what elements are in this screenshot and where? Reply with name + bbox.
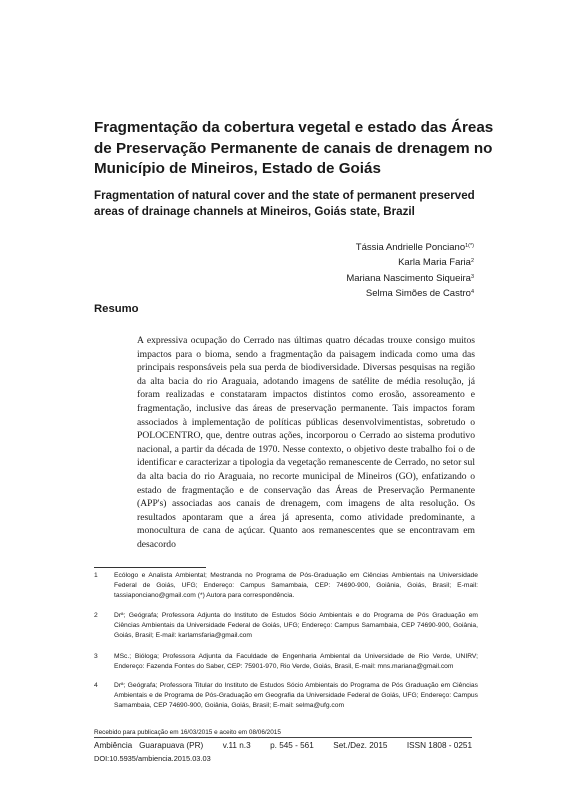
footnote-text: Drª; Geógrafa; Professora Adjunta do Instituto de Estudos Sócio Ambientais e do Programa de Pós Graduação em Ciências Ambientais da Universidade Federal de Goiás, UFG; Endereço: Campus Samambaia, CEP 74690-900, Goiânia, Goiás, Brasil; E-mail: karlamsfaria@gmail.com [114,612,478,639]
footnote-number: 2 [94,612,98,619]
received-date: Recebido para publicação em 16/03/2015 e aceito em 08/06/2015 [94,729,281,736]
journal-date: Set./Dez. 2015 [333,741,388,750]
footnote-divider [94,567,206,568]
footnote-number: 1 [94,572,98,579]
article-title-english: Fragmentation of natural cover and the state of permanent preserved areas of drainage channels at Mineiros, Goiás state, Brazil [94,189,475,218]
author-list [346,240,474,302]
author-2: Karla Maria Faria$^2$ [398,257,474,269]
journal-line [94,741,472,750]
resumo-heading: Resumo [94,303,139,315]
footnote-text: Drª; Geógrafa; Professora Titular do Instituto de Estudos Sócio Ambientais do Programa de Pós Graduação em Ciências Ambientais e de Programa de Pós-Graduação em Geografia da Universidade Federal de Goiás, UFG; Endereço: Campus Samambaia, CEP 74690-900, Goiânia, Goiás, Brasil; E-mail: selma@ufg.com [114,682,478,709]
journal-volume: v.11 n.3 [222,741,251,750]
author-4: Selma Simões de Castro$^4$ [365,288,474,300]
footnote-3 [94,652,478,672]
abstract-text: A expressiva ocupação do Cerrado nas últimas quatro décadas trouxe consigo muitos impactos para o bioma, sendo a fragmentação da paisagem indicada como uma das principais responsáveis pela sua perda de biodiversidade. Diversas pesquisas na região da alta bacia do rio Araguaia, adotando imagens de satélite de média resolução, já foram realizadas e constataram impactos distintos como erosão, assoreamento e fragmentação, inclusive das áreas de preservação permanente. Tais impactos foram associados à implementação de políticas públicas desenvolvimentistas, sobretudo o POLOCENTRO, que, dentre outras ações, incorporou o Cerrado ao sistema produtivo nacional, a partir da década de 1970. Nesse contexto, o objetivo deste trabalho foi o de identificar e caracterizar a tipologia da vegetação remanescente de Cerrado, no setor sul da alta bacia do rio Araguaia, no recorte municipal de Mineiros (GO), enfatizando o estado de fragmentação e de conservação das Áreas de Preservação Permanente (APP's) associadas aos canais de drenagem, com imagens de alta resolução. Os resultados apontaram que a área já apresenta, como atividade predominante, a monocultura de cana de açúcar. Quanto aos remanescentes que se encontravam em desacordo [137,335,475,550]
footnote-number: 3 [94,653,98,660]
footnote-text: MSc.; Bióloga; Professora Adjunta da Faculdade de Engenharia Ambiental da Universidade de Rio Verde, UNIRV; Endereço: Fazenda Fontes do Saber, CEP: 75901-970, Rio Verde, Goiás, Brasil, E-mail: mns.mariana@gmail.com [114,653,478,670]
author-3: Mariana Nascimento Siqueira$^3$ [346,272,474,284]
footnote-4 [94,681,478,710]
article-title-portuguese: Fragmentação da cobertura vegetal e estado das Áreas de Preservação Permanente de canais de drenagem no Município de Mineiros, Estado de Goiás [94,119,494,177]
author-1: Tássia Andrielle Ponciano$^{1(*)}$ [355,242,474,253]
footnote-text: Ecólogo e Analista Ambiental; Mestranda no Programa de Pós-Graduação em Ciências Ambientais na Universidade Federal de Goiás, UFG; Endereço: Campus Samambaia, CEP: 74690-900, Goiânia, Goiás, Brasil; E-mail: tassiaponciano@gmail.com (*) Autora para correspondência. [114,572,478,599]
footnote-2 [94,611,478,640]
journal-name-city: Ambiência Guarapuava (PR) [94,741,204,750]
journal-issn: ISSN 1808 - 0251 [406,741,472,750]
journal-pages: p. 545 - 561 [270,741,314,750]
doi: DOI:10.5935/ambiencia.2015.03.03 [94,754,211,763]
journal-divider [94,737,472,738]
footnote-1 [94,571,478,600]
footnote-number: 4 [94,682,98,689]
